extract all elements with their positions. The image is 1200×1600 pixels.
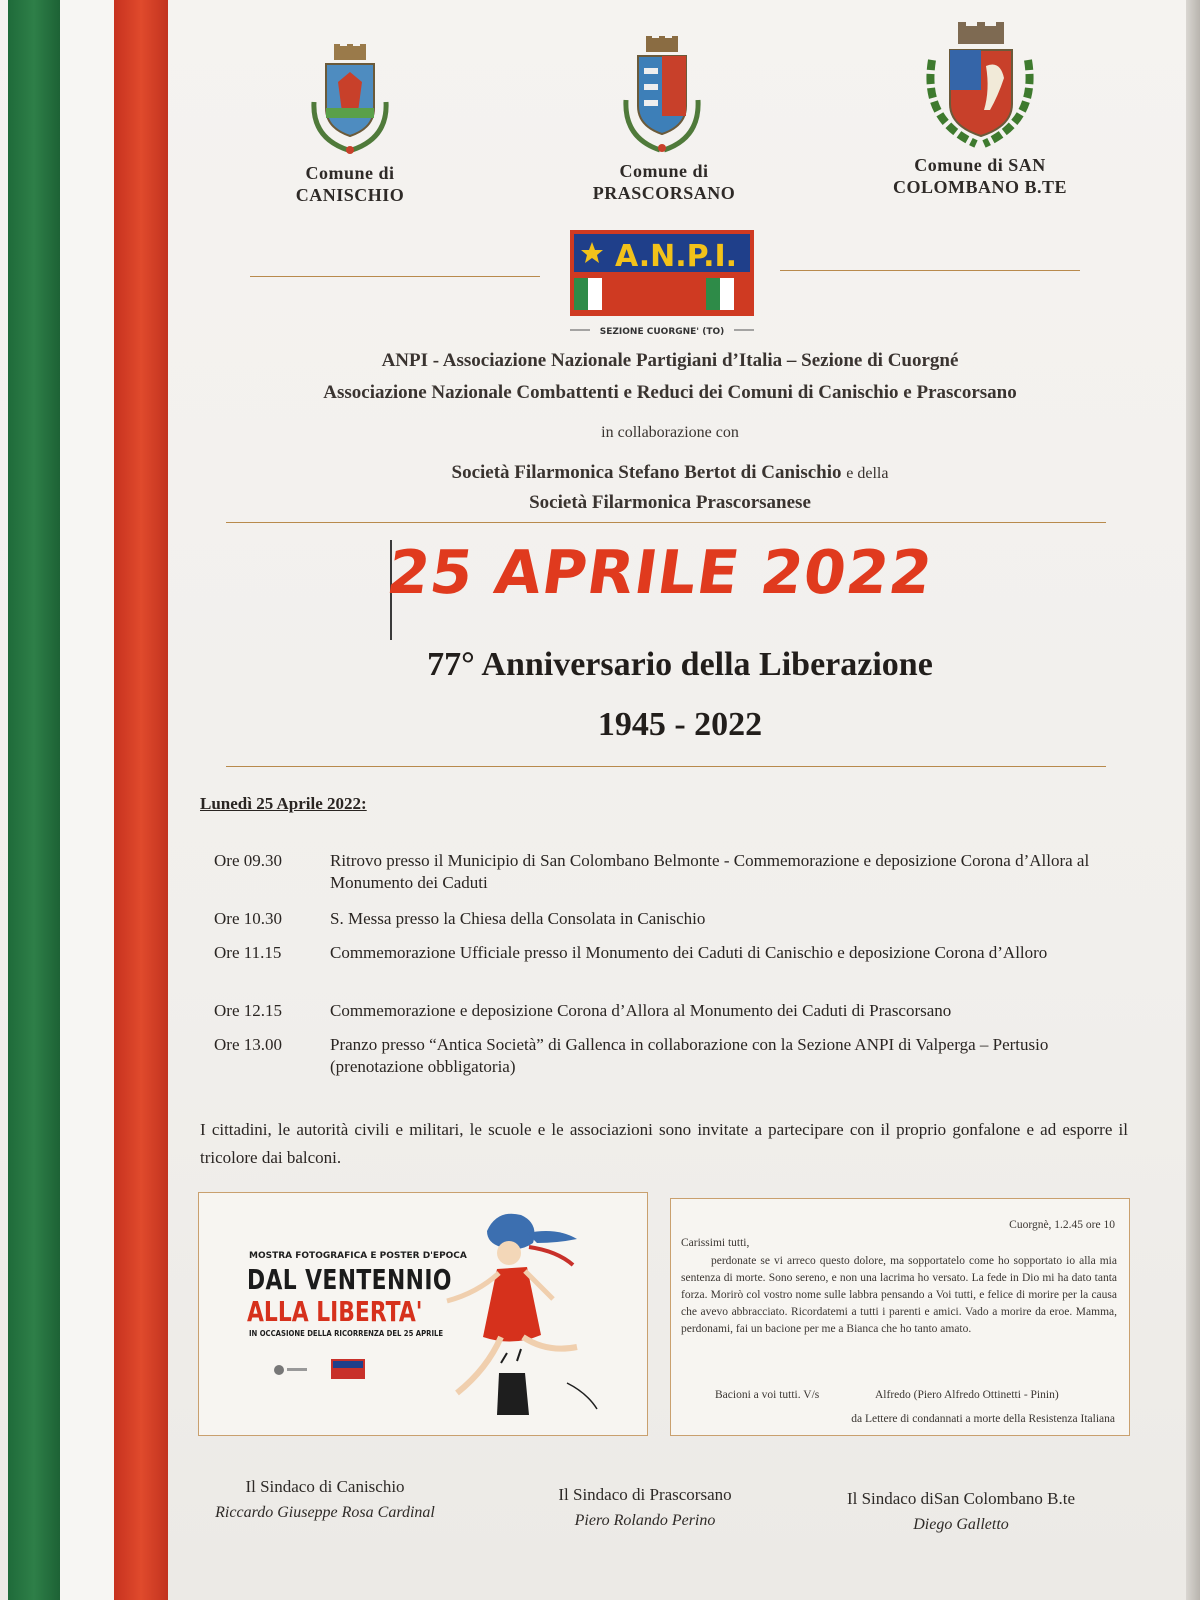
letter-body-text: perdonate se vi arreco questo dolore, ma sopportatelo come ho sopportato io alla mia sentenza di morte. Sono sereno, e non una lacrima ho versato. La fede in Dio mi ha dato tanta forza. Morirò col vostro nome sulle labbra pensando a Voi tutti, e felice di morire per la causa che avevo abbracciato. Ricordatemi a tutti i parenti e amici. Vado a morire da eroe. Mamma, perdonami, fai un bacione per me a Bianca che ho tanto amato.	[681, 1255, 1117, 1335]
comune-name: PRASCORSANO	[592, 183, 736, 203]
comune-label: Comune di	[619, 161, 709, 181]
mostra-subtitle: MOSTRA FOTOGRAFICA E POSTER D'EPOCA	[249, 1251, 467, 1261]
filarmonica-name: Società Filarmonica Stefano Bertot di Canischio	[451, 462, 842, 483]
section-rule	[226, 522, 1106, 523]
filarmonica-suffix: e della	[846, 465, 889, 482]
signature-name: Diego Galletto	[913, 1516, 1009, 1533]
letter-closing: Bacioni a voi tutti. V/s	[715, 1389, 820, 1401]
girl-running-illustration	[417, 1203, 617, 1429]
partisan-letter	[670, 1198, 1130, 1436]
anniversary-title: 77° Anniversario della Liberazione	[427, 646, 933, 683]
organizer-ancr: Associazione Nazionale Combattenti e Reduci dei Comuni di Canischio e Prascorsano	[323, 382, 1017, 403]
comune-prascorsano	[572, 160, 756, 204]
mostra-poster	[198, 1192, 648, 1436]
tricolore-white-stripe	[60, 0, 114, 1600]
tricolore-green-stripe	[8, 0, 60, 1600]
paper-edge	[1186, 0, 1200, 1600]
signature-canischio	[180, 1474, 470, 1526]
mostra-occasion: IN OCCASIONE DELLA RICORRENZA DEL 25 APRILE	[249, 1329, 444, 1338]
comune-canischio	[262, 162, 438, 206]
signature-name: Piero Rolando Perino	[574, 1512, 716, 1529]
anniversary-years: 1945 - 2022	[597, 706, 763, 743]
mostra-title: DAL VENTENNIO	[247, 1263, 452, 1296]
program-day: Lunedì 25 Aprile 2022:	[200, 794, 367, 813]
program-time: Ore 13.00	[214, 1035, 282, 1054]
filarmonica-prascorsanese: Società Filarmonica Prascorsanese	[529, 492, 811, 513]
section-rule	[226, 766, 1106, 767]
anpi-section-text: SEZIONE CUORGNE' (TO)	[599, 327, 725, 337]
program-text: Commemorazione e deposizione Corona d’Allora al Monumento dei Caduti di Prascorsano	[330, 1001, 952, 1020]
invitation-text: I cittadini, le autorità civili e militari, le scuole e le associazioni sono invitate a partecipare con il proprio gonfalone e ad esporre il tricolore dai balconi.	[200, 1120, 1128, 1167]
san-colombano-crest-icon	[920, 20, 1040, 150]
program-text: Commemorazione Ufficiale presso il Monumento dei Caduti di Canischio e deposizione Corona d’Alloro	[330, 943, 1048, 962]
program-text: S. Messa presso la Chiesa della Consolata in Canischio	[330, 909, 706, 928]
collaboration-label: in collaborazione con	[601, 424, 739, 441]
prascorsano-crest-icon	[620, 34, 704, 158]
program-time: Ore 11.15	[214, 943, 282, 962]
sponsor-logo-icon	[273, 1363, 309, 1377]
mostra-title-accent: ALLA LIBERTA'	[247, 1295, 423, 1328]
program-time: Ore 10.30	[214, 909, 282, 928]
filarmonica-canischio	[180, 458, 1160, 489]
signature-title: Il Sindaco di Canischio	[245, 1477, 405, 1496]
tricolore-red-stripe	[114, 0, 168, 1600]
anpi-logo	[570, 230, 754, 338]
signature-name: Riccardo Giuseppe Rosa Cardinal	[215, 1504, 435, 1521]
letter-greeting: Carissimi tutti,	[681, 1237, 750, 1249]
program-text: Ritrovo presso il Municipio di San Colombano Belmonte - Commemorazione e deposizione Corona d’Allora al Monumento dei Caduti	[330, 851, 1090, 892]
letter-place-date: Cuorgnè, 1.2.45 ore 10	[1009, 1219, 1115, 1231]
comune-name: COLOMBANO B.TE	[892, 177, 1068, 197]
comune-san-colombano	[862, 154, 1098, 198]
organizer-anpi: ANPI - Associazione Nazionale Partigiani d’Italia – Sezione di Cuorgné	[381, 350, 959, 371]
event-date: 25 APRILE 2022	[382, 538, 938, 608]
comune-name: CANISCHIO	[295, 185, 405, 205]
anpi-mini-logo-icon	[331, 1359, 365, 1379]
program-time: Ore 12.15	[214, 1001, 282, 1020]
anpi-logo-text: A.N.P.I.	[614, 239, 738, 274]
letter-body	[681, 1253, 1117, 1338]
canischio-crest-icon	[308, 42, 392, 160]
comune-label: Comune di	[305, 163, 395, 183]
signature-title: Il Sindaco diSan Colombano B.te	[846, 1489, 1076, 1508]
header-rule-right	[780, 270, 1080, 271]
letter-signature: Alfredo (Piero Alfredo Ottinetti - Pinin)	[875, 1389, 1059, 1401]
comune-label: Comune di SAN	[914, 155, 1046, 175]
signature-san-colombano	[796, 1486, 1126, 1538]
program-time: Ore 09.30	[214, 851, 282, 870]
signature-title: Il Sindaco di Prascorsano	[558, 1485, 732, 1504]
letter-source: da Lettere di condannati a morte della Resistenza Italiana	[851, 1413, 1115, 1425]
program-text: Pranzo presso “Antica Società” di Gallenca in collaborazione con la Sezione ANPI di Valperga – Pertusio (prenotazione obbligatoria)	[330, 1035, 1049, 1076]
signature-prascorsano	[500, 1482, 790, 1534]
header-rule-left	[250, 276, 540, 277]
